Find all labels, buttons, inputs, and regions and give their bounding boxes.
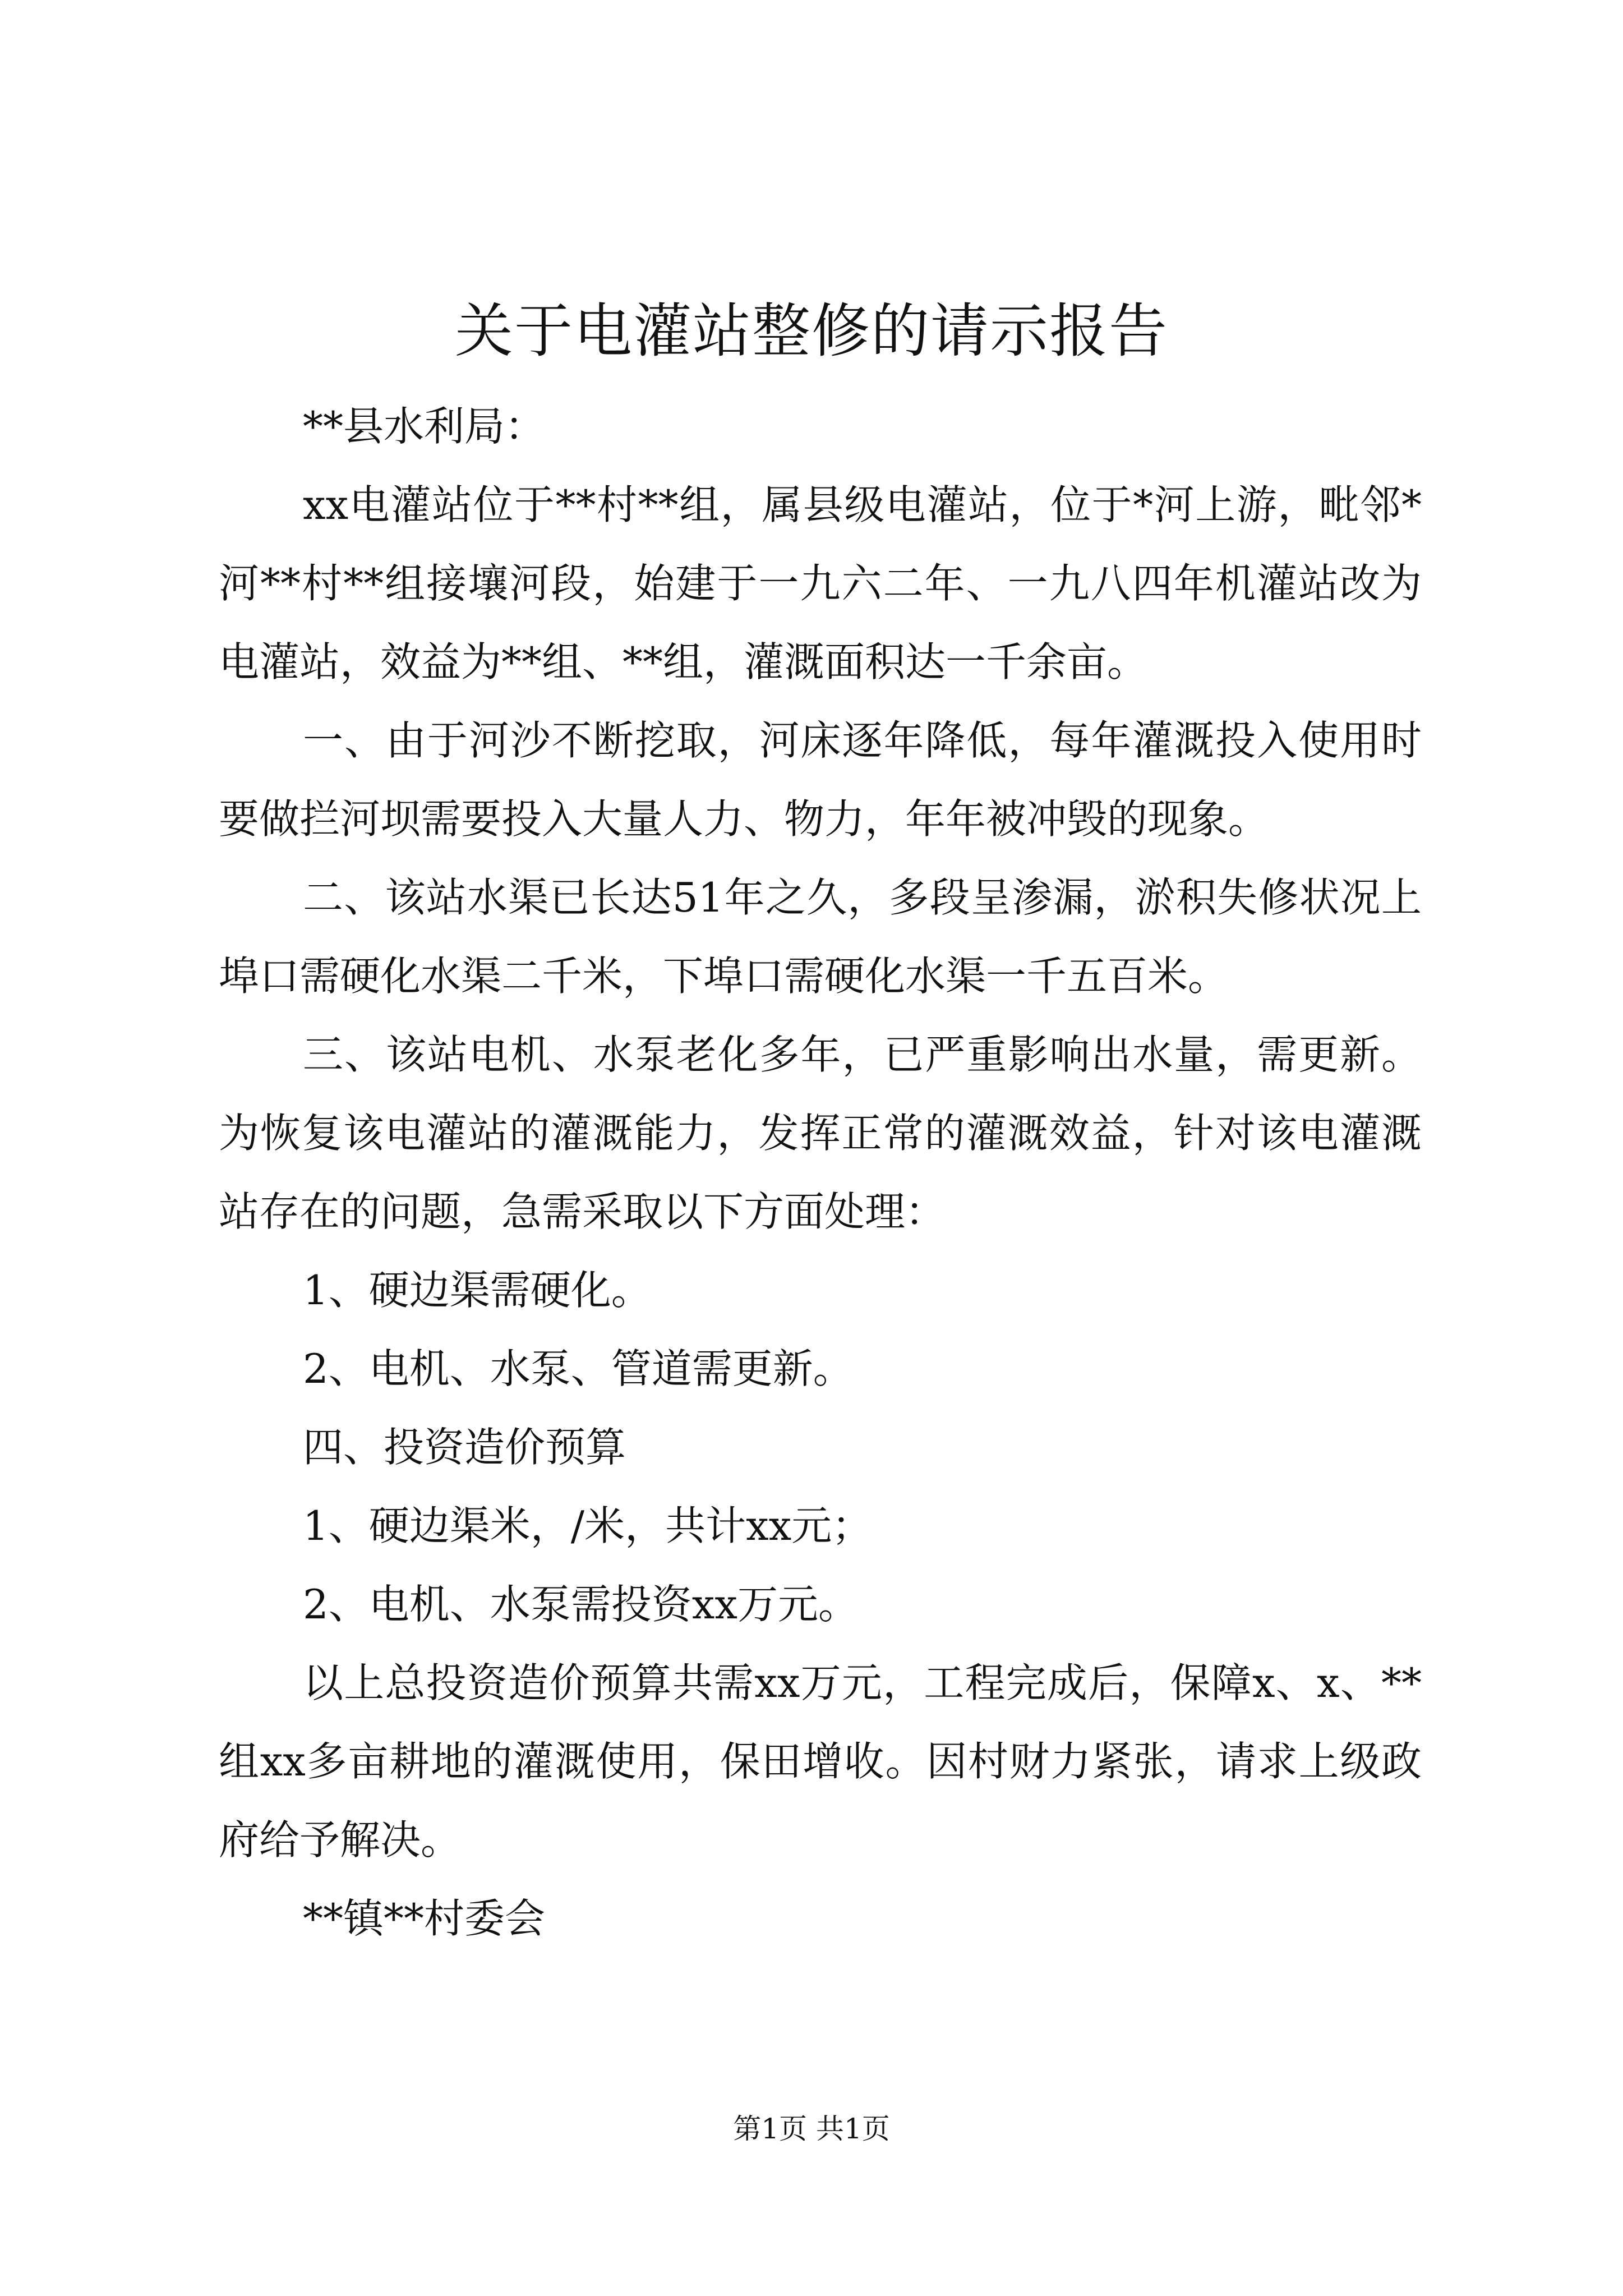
budget-two-item: 2、电机、水泵需投资xx万元。	[303, 1581, 859, 1628]
issue-one-paragraph: 一、由于河沙不断挖取，河床逐年降低，每年灌溉投入使用时要做拦河坝需要投入大量人力、物力，年年被冲毁的现象。	[219, 717, 1422, 843]
issue-two-paragraph: 二、该站水渠已长达51年之久，多段呈渗漏，淤积失修状况上埠口需硬化水渠二千米，下埠口需硬化水渠一千五百米。	[219, 874, 1422, 1000]
budget-one-item: 1、硬边渠米，/米，共计xx元；	[303, 1502, 873, 1549]
signature-line: **镇**村委会	[303, 1895, 546, 1942]
intro-paragraph: xx电灌站位于**村**组，属县级电灌站，位于*河上游，毗邻*河**村**组接壤河段，始建于一九六二年、一九八四年机灌站改为电灌站，效益为**组、**组，灌溉面积达一千余亩。	[219, 481, 1422, 685]
summary-paragraph: 以上总投资造价预算共需xx万元，工程完成后，保障x、x、**组xx多亩耕地的灌溉使用，保田增收。因村财力紧张，请求上级政府给予解决。	[219, 1659, 1422, 1864]
issue-three-paragraph: 三、该站电机、水泵老化多年，已严重影响出水量，需更新。为恢复该电灌站的灌溉能力，发挥正常的灌溉效益，针对该电灌溉站存在的问题，急需采取以下方面处理：	[219, 1031, 1422, 1235]
document-title: 关于电灌站整修的请示报告	[454, 297, 1168, 365]
addressee-line: **县水利局：	[303, 403, 546, 450]
document-body	[219, 387, 1422, 1958]
measure-two-item: 2、电机、水泵、管道需更新。	[303, 1345, 854, 1392]
page-number-footer: 第1页 共1页	[733, 2113, 890, 2145]
measure-one-item: 1、硬边渠需硬化。	[303, 1267, 652, 1314]
budget-heading: 四、投资造价预算	[303, 1424, 626, 1471]
